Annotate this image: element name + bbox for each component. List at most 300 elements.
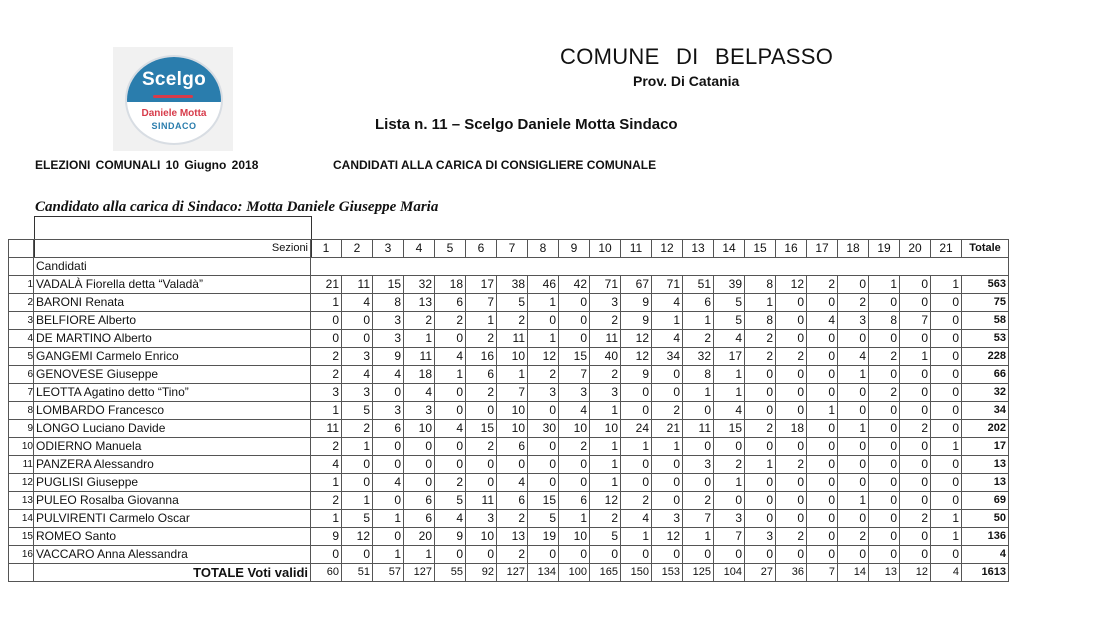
section-votes: 0 xyxy=(714,438,745,456)
lista-title: Lista n. 11 – Scelgo Daniele Motta Sindaco xyxy=(375,116,678,133)
section-votes: 9 xyxy=(373,348,404,366)
section-votes: 0 xyxy=(776,330,807,348)
section-votes: 11 xyxy=(342,276,373,294)
section-votes: 0 xyxy=(621,402,652,420)
section-votes: 2 xyxy=(466,438,497,456)
section-votes: 15 xyxy=(559,348,590,366)
section-votes: 0 xyxy=(776,384,807,402)
section-votes: 4 xyxy=(435,348,466,366)
section-votes: 0 xyxy=(931,348,962,366)
section-votes: 1 xyxy=(404,330,435,348)
table-row xyxy=(9,402,1009,420)
section-votes: 8 xyxy=(869,312,900,330)
section-votes: 7 xyxy=(900,312,931,330)
section-votes: 7 xyxy=(497,384,528,402)
section-votes: 1 xyxy=(838,366,869,384)
section-votes: 1 xyxy=(838,420,869,438)
section-votes: 18 xyxy=(435,276,466,294)
row-number-blank xyxy=(9,564,34,582)
section-votes: 0 xyxy=(900,438,931,456)
candidate-number: 9 xyxy=(9,420,34,438)
candidate-name: VACCARO Anna Alessandra xyxy=(34,546,311,564)
section-votes: 0 xyxy=(931,312,962,330)
section-votes: 0 xyxy=(683,438,714,456)
election-date: ELEZIONI COMUNALI 10 Giugno 2018 xyxy=(35,158,259,172)
section-votes: 4 xyxy=(652,294,683,312)
section-votes: 0 xyxy=(466,474,497,492)
totale-label: TOTALE Voti validi xyxy=(34,564,311,582)
section-votes: 0 xyxy=(559,294,590,312)
section-votes: 12 xyxy=(652,528,683,546)
candidate-name: PULVIRENTI Carmelo Oscar xyxy=(34,510,311,528)
section-votes: 1 xyxy=(590,402,621,420)
section-votes: 12 xyxy=(590,492,621,510)
section-votes: 1 xyxy=(311,294,342,312)
section-total: 12 xyxy=(900,564,931,582)
blank-cell xyxy=(466,258,497,276)
section-votes: 1 xyxy=(342,492,373,510)
section-votes: 2 xyxy=(311,348,342,366)
section-votes: 3 xyxy=(838,312,869,330)
section-votes: 4 xyxy=(807,312,838,330)
section-votes: 1 xyxy=(311,510,342,528)
candidate-total: 75 xyxy=(962,294,1009,312)
section-votes: 15 xyxy=(373,276,404,294)
section-votes: 2 xyxy=(745,348,776,366)
candidate-number: 15 xyxy=(9,528,34,546)
section-votes: 6 xyxy=(497,438,528,456)
section-votes: 0 xyxy=(621,546,652,564)
blank-cell xyxy=(683,258,714,276)
section-votes: 0 xyxy=(745,510,776,528)
provincia: Prov. Di Catania xyxy=(633,73,740,89)
section-votes: 0 xyxy=(528,312,559,330)
section-votes: 4 xyxy=(435,420,466,438)
section-votes: 2 xyxy=(776,456,807,474)
section-votes: 2 xyxy=(435,312,466,330)
candidate-name: ROMEO Santo xyxy=(34,528,311,546)
candidate-number: 16 xyxy=(9,546,34,564)
section-votes: 3 xyxy=(528,384,559,402)
section-votes: 1 xyxy=(683,384,714,402)
section-votes: 8 xyxy=(745,276,776,294)
section-votes: 9 xyxy=(621,366,652,384)
section-votes: 2 xyxy=(466,330,497,348)
section-votes: 0 xyxy=(466,546,497,564)
section-votes: 0 xyxy=(342,312,373,330)
section-votes: 11 xyxy=(497,330,528,348)
section-votes: 1 xyxy=(311,402,342,420)
section-votes: 0 xyxy=(869,420,900,438)
section-votes: 10 xyxy=(590,420,621,438)
section-votes: 9 xyxy=(621,312,652,330)
section-total: 125 xyxy=(683,564,714,582)
candidate-number: 8 xyxy=(9,402,34,420)
section-votes: 5 xyxy=(528,510,559,528)
section-votes: 4 xyxy=(373,366,404,384)
section-votes: 0 xyxy=(373,456,404,474)
section-votes: 2 xyxy=(621,492,652,510)
blank-cell xyxy=(745,258,776,276)
section-votes: 5 xyxy=(342,510,373,528)
section-votes: 5 xyxy=(435,492,466,510)
section-votes: 4 xyxy=(373,474,404,492)
section-votes: 0 xyxy=(900,330,931,348)
section-votes: 0 xyxy=(745,492,776,510)
section-votes: 1 xyxy=(590,474,621,492)
section-votes: 10 xyxy=(497,348,528,366)
section-votes: 8 xyxy=(745,312,776,330)
section-votes: 0 xyxy=(776,294,807,312)
section-votes: 2 xyxy=(900,420,931,438)
section-votes: 21 xyxy=(652,420,683,438)
section-votes: 1 xyxy=(373,510,404,528)
sezioni-label: Sezioni xyxy=(34,240,311,258)
table-row xyxy=(9,420,1009,438)
section-votes: 5 xyxy=(590,528,621,546)
logo-underline xyxy=(153,95,193,98)
candidate-total: 13 xyxy=(962,456,1009,474)
section-votes: 0 xyxy=(931,492,962,510)
section-votes: 32 xyxy=(404,276,435,294)
candidate-total: 13 xyxy=(962,474,1009,492)
section-votes: 0 xyxy=(776,366,807,384)
section-votes: 0 xyxy=(714,492,745,510)
section-total: 134 xyxy=(528,564,559,582)
table-row xyxy=(9,528,1009,546)
blank-cell xyxy=(621,258,652,276)
section-votes: 6 xyxy=(497,492,528,510)
section-votes: 0 xyxy=(869,510,900,528)
section-votes: 0 xyxy=(869,474,900,492)
candidate-name: LONGO Luciano Davide xyxy=(34,420,311,438)
section-header: 18 xyxy=(838,240,869,258)
section-votes: 7 xyxy=(559,366,590,384)
section-votes: 0 xyxy=(776,546,807,564)
section-total: 100 xyxy=(559,564,590,582)
section-votes: 0 xyxy=(900,456,931,474)
section-votes: 0 xyxy=(838,402,869,420)
blank-cell xyxy=(342,258,373,276)
totale-header: Totale xyxy=(962,240,1009,258)
section-votes: 1 xyxy=(590,456,621,474)
section-votes: 0 xyxy=(311,312,342,330)
section-votes: 3 xyxy=(466,510,497,528)
candidati-label: Candidati xyxy=(34,258,311,276)
section-votes: 4 xyxy=(838,348,869,366)
section-votes: 4 xyxy=(404,384,435,402)
section-votes: 12 xyxy=(621,330,652,348)
section-votes: 0 xyxy=(931,294,962,312)
section-votes: 0 xyxy=(807,492,838,510)
section-votes: 0 xyxy=(900,528,931,546)
section-votes: 67 xyxy=(621,276,652,294)
section-votes: 0 xyxy=(869,492,900,510)
section-votes: 0 xyxy=(621,456,652,474)
section-votes: 8 xyxy=(373,294,404,312)
document-subtitle: CANDIDATI ALLA CARICA DI CONSIGLIERE COMUNALE xyxy=(333,158,657,172)
section-votes: 5 xyxy=(714,312,745,330)
candidate-number: 14 xyxy=(9,510,34,528)
row-number-blank xyxy=(9,258,34,276)
section-votes: 7 xyxy=(466,294,497,312)
candidate-name: BARONI Renata xyxy=(34,294,311,312)
candidate-number: 10 xyxy=(9,438,34,456)
candidate-number: 6 xyxy=(9,366,34,384)
section-votes: 3 xyxy=(745,528,776,546)
section-votes: 2 xyxy=(590,312,621,330)
candidate-name: LOMBARDO Francesco xyxy=(34,402,311,420)
section-votes: 0 xyxy=(838,546,869,564)
section-votes: 0 xyxy=(373,438,404,456)
section-votes: 0 xyxy=(745,474,776,492)
section-votes: 0 xyxy=(373,384,404,402)
section-votes: 0 xyxy=(652,546,683,564)
section-votes: 0 xyxy=(435,402,466,420)
blank-cell xyxy=(869,258,900,276)
section-votes: 3 xyxy=(373,402,404,420)
section-votes: 0 xyxy=(900,384,931,402)
section-votes: 2 xyxy=(683,330,714,348)
section-votes: 1 xyxy=(311,474,342,492)
comune-title: COMUNE DI BELPASSO xyxy=(560,44,834,69)
candidate-number: 3 xyxy=(9,312,34,330)
section-votes: 3 xyxy=(652,510,683,528)
section-votes: 0 xyxy=(807,366,838,384)
blank-cell xyxy=(404,258,435,276)
section-votes: 2 xyxy=(838,294,869,312)
section-votes: 32 xyxy=(683,348,714,366)
section-votes: 2 xyxy=(838,528,869,546)
section-votes: 2 xyxy=(776,348,807,366)
section-votes: 0 xyxy=(900,402,931,420)
section-votes: 0 xyxy=(931,402,962,420)
section-votes: 3 xyxy=(404,402,435,420)
section-votes: 0 xyxy=(652,366,683,384)
section-total: 51 xyxy=(342,564,373,582)
section-votes: 71 xyxy=(590,276,621,294)
section-votes: 11 xyxy=(590,330,621,348)
section-votes: 4 xyxy=(621,510,652,528)
section-header: 8 xyxy=(528,240,559,258)
candidate-name: BELFIORE Alberto xyxy=(34,312,311,330)
section-votes: 0 xyxy=(714,546,745,564)
section-votes: 0 xyxy=(931,420,962,438)
blank-cell xyxy=(838,258,869,276)
section-votes: 2 xyxy=(497,312,528,330)
section-votes: 4 xyxy=(714,330,745,348)
section-total: 57 xyxy=(373,564,404,582)
logo-name: Daniele Motta xyxy=(141,108,207,119)
blank-cell xyxy=(807,258,838,276)
section-votes: 6 xyxy=(559,492,590,510)
section-header: 10 xyxy=(590,240,621,258)
table-row xyxy=(9,438,1009,456)
section-votes: 0 xyxy=(776,312,807,330)
section-votes: 0 xyxy=(652,492,683,510)
table-row xyxy=(9,546,1009,564)
section-votes: 0 xyxy=(745,546,776,564)
section-votes: 0 xyxy=(342,330,373,348)
section-votes: 19 xyxy=(528,528,559,546)
section-votes: 1 xyxy=(621,438,652,456)
section-votes: 5 xyxy=(714,294,745,312)
section-votes: 0 xyxy=(869,438,900,456)
section-votes: 11 xyxy=(466,492,497,510)
section-votes: 0 xyxy=(621,384,652,402)
section-votes: 10 xyxy=(559,420,590,438)
section-votes: 15 xyxy=(528,492,559,510)
section-votes: 0 xyxy=(869,528,900,546)
table-row xyxy=(9,294,1009,312)
section-votes: 0 xyxy=(807,528,838,546)
section-votes: 2 xyxy=(869,348,900,366)
section-votes: 0 xyxy=(931,456,962,474)
section-votes: 46 xyxy=(528,276,559,294)
table-row xyxy=(9,366,1009,384)
section-votes: 0 xyxy=(311,330,342,348)
section-votes: 0 xyxy=(559,312,590,330)
section-votes: 3 xyxy=(683,456,714,474)
section-votes: 10 xyxy=(559,528,590,546)
section-votes: 0 xyxy=(931,474,962,492)
section-votes: 2 xyxy=(311,438,342,456)
section-votes: 5 xyxy=(497,294,528,312)
section-votes: 71 xyxy=(652,276,683,294)
section-votes: 0 xyxy=(404,474,435,492)
section-total: 27 xyxy=(745,564,776,582)
section-header: 21 xyxy=(931,240,962,258)
logo-badge xyxy=(125,55,223,145)
section-votes: 39 xyxy=(714,276,745,294)
section-votes: 2 xyxy=(745,330,776,348)
section-votes: 4 xyxy=(342,366,373,384)
candidate-total: 53 xyxy=(962,330,1009,348)
section-votes: 0 xyxy=(838,276,869,294)
section-votes: 4 xyxy=(652,330,683,348)
section-votes: 1 xyxy=(931,528,962,546)
section-votes: 0 xyxy=(373,492,404,510)
section-votes: 0 xyxy=(559,546,590,564)
section-votes: 17 xyxy=(714,348,745,366)
section-votes: 0 xyxy=(807,474,838,492)
section-votes: 2 xyxy=(714,456,745,474)
section-votes: 0 xyxy=(621,474,652,492)
section-header: 3 xyxy=(373,240,404,258)
logo-word: Scelgo xyxy=(141,69,207,90)
section-header: 20 xyxy=(900,240,931,258)
section-total: 127 xyxy=(404,564,435,582)
section-votes: 0 xyxy=(683,402,714,420)
section-votes: 0 xyxy=(807,456,838,474)
section-votes: 0 xyxy=(528,456,559,474)
section-votes: 2 xyxy=(528,366,559,384)
section-votes: 2 xyxy=(590,366,621,384)
section-votes: 6 xyxy=(404,510,435,528)
section-total: 60 xyxy=(311,564,342,582)
section-votes: 15 xyxy=(714,420,745,438)
section-votes: 4 xyxy=(311,456,342,474)
section-votes: 0 xyxy=(869,366,900,384)
section-votes: 2 xyxy=(497,510,528,528)
candidate-name: PANZERA Alessandro xyxy=(34,456,311,474)
candidate-number: 7 xyxy=(9,384,34,402)
section-votes: 11 xyxy=(311,420,342,438)
section-votes: 0 xyxy=(404,438,435,456)
candidate-name: ODIERNO Manuela xyxy=(34,438,311,456)
section-votes: 1 xyxy=(404,546,435,564)
section-votes: 3 xyxy=(311,384,342,402)
section-votes: 2 xyxy=(869,384,900,402)
section-votes: 10 xyxy=(497,402,528,420)
section-votes: 1 xyxy=(652,438,683,456)
section-votes: 11 xyxy=(683,420,714,438)
section-header: 14 xyxy=(714,240,745,258)
section-votes: 0 xyxy=(838,438,869,456)
section-votes: 1 xyxy=(683,528,714,546)
section-votes: 0 xyxy=(652,384,683,402)
section-total: 55 xyxy=(435,564,466,582)
section-votes: 0 xyxy=(652,474,683,492)
section-votes: 1 xyxy=(900,348,931,366)
section-votes: 0 xyxy=(931,330,962,348)
section-total: 127 xyxy=(497,564,528,582)
section-votes: 2 xyxy=(435,474,466,492)
logo-sub: SINDACO xyxy=(151,121,197,131)
table-row xyxy=(9,330,1009,348)
section-total: 14 xyxy=(838,564,869,582)
candidate-total: 69 xyxy=(962,492,1009,510)
section-votes: 3 xyxy=(590,384,621,402)
section-header: 13 xyxy=(683,240,714,258)
section-header: 4 xyxy=(404,240,435,258)
section-votes: 0 xyxy=(807,510,838,528)
list-logo xyxy=(113,47,233,151)
section-votes: 1 xyxy=(590,438,621,456)
section-total: 165 xyxy=(590,564,621,582)
section-votes: 0 xyxy=(466,402,497,420)
section-votes: 0 xyxy=(435,546,466,564)
section-votes: 17 xyxy=(466,276,497,294)
table-row xyxy=(9,510,1009,528)
candidate-total: 17 xyxy=(962,438,1009,456)
section-votes: 30 xyxy=(528,420,559,438)
section-votes: 2 xyxy=(311,492,342,510)
blank-cell xyxy=(590,258,621,276)
section-votes: 16 xyxy=(466,348,497,366)
section-votes: 2 xyxy=(745,420,776,438)
blank-cell xyxy=(714,258,745,276)
section-votes: 42 xyxy=(559,276,590,294)
section-votes: 0 xyxy=(900,294,931,312)
mayor-candidate: Candidato alla carica di Sindaco: Motta Daniele Giuseppe Maria xyxy=(35,199,439,215)
section-votes: 0 xyxy=(745,366,776,384)
blank-cell xyxy=(652,258,683,276)
candidate-total: 58 xyxy=(962,312,1009,330)
candidate-number: 5 xyxy=(9,348,34,366)
candidate-name: VADALÀ Fiorella detta “Valadà” xyxy=(34,276,311,294)
candidati-label-row xyxy=(9,258,1009,276)
section-votes: 24 xyxy=(621,420,652,438)
section-votes: 2 xyxy=(497,546,528,564)
candidate-number: 11 xyxy=(9,456,34,474)
section-votes: 1 xyxy=(931,438,962,456)
section-header: 11 xyxy=(621,240,652,258)
row-number-header xyxy=(9,240,34,258)
section-votes: 2 xyxy=(342,420,373,438)
section-votes: 0 xyxy=(776,510,807,528)
table-row xyxy=(9,348,1009,366)
